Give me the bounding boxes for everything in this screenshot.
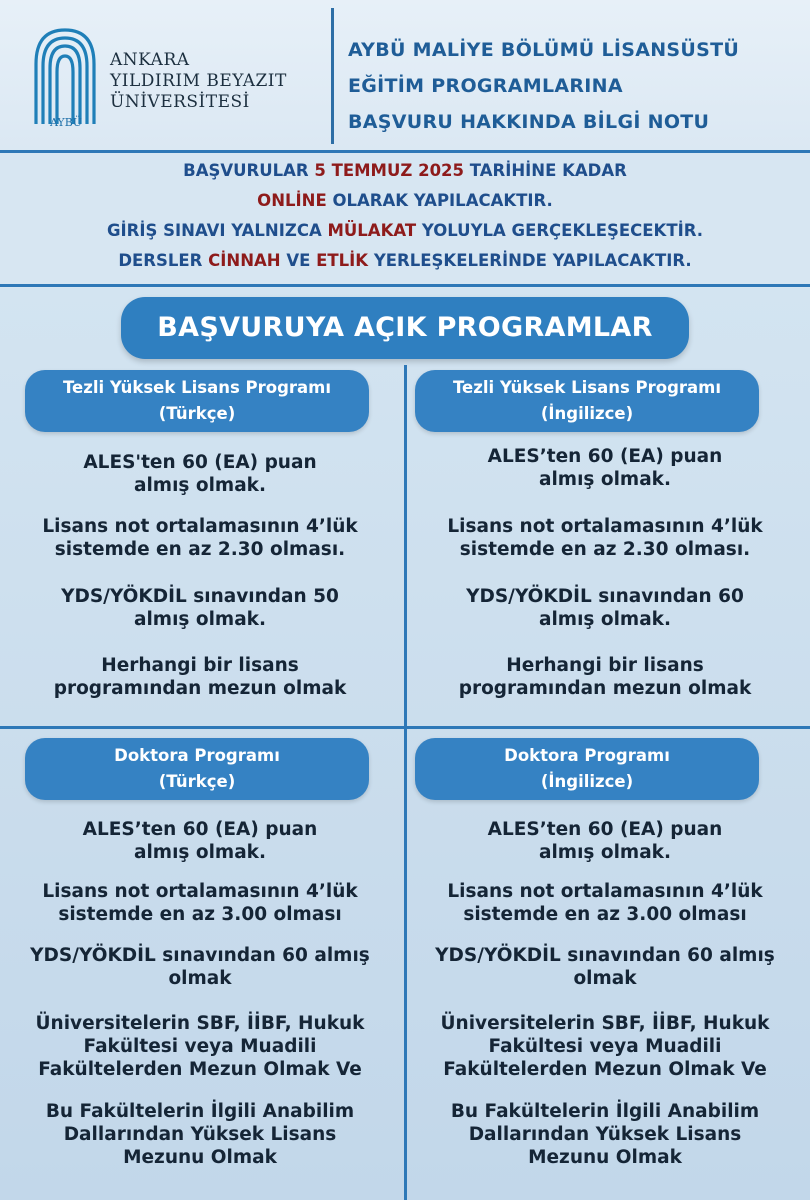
requirement-masters: Bu Fakültelerin İlgili Anabilim Dallarından Yüksek Lisans Mezunu Olmak [450, 1101, 760, 1168]
requirement-language: YDS/YÖKDİL sınavından 60 almış olmak [30, 945, 370, 989]
requirement-masters: Bu Fakültelerin İlgili Anabilim Dallarından Yüksek Lisans Mezunu Olmak [45, 1101, 355, 1168]
section-title: BAŞVURUYA AÇIK PROGRAMLAR [121, 297, 689, 359]
requirement-faculty: Üniversitelerin SBF, İİBF, Hukuk Fakültesi veya Muadili Fakültelerden Mezun Olmak Ve [440, 1013, 770, 1080]
requirement-language: YDS/YÖKDİL sınavından 60 almış olmak [435, 945, 775, 989]
logo-caption: AYBÜ [49, 116, 83, 129]
requirement-ales: ALES’ten 60 (EA) puan almış olmak. [487, 819, 723, 863]
deadline-date: 5 TEMMUZ 2025 [314, 161, 465, 180]
requirement-language: YDS/YÖKDİL sınavından 50 almış olmak. [61, 586, 339, 630]
notice-line-deadline: BAŞVURULAR 5 TEMMUZ 2025 TARİHİNE KADAR [183, 161, 627, 180]
notice-line-campus: DERSLER CİNNAH VE ETLİK YERLEŞKELERİNDE YAPILACAKTIR. [118, 251, 692, 270]
page-title: AYBÜ MALİYE BÖLÜMÜ LİSANSÜSTÜ EĞİTİM PROGRAMLARINA BAŞVURU HAKKINDA BİLGİ NOTU [348, 39, 740, 133]
divider-line [0, 150, 810, 153]
requirement-degree: Herhangi bir lisans programından mezun olmak [53, 655, 347, 699]
row-divider [0, 726, 810, 729]
notice-line-online: ONLİNE OLARAK YAPILACAKTIR. [257, 191, 553, 210]
program-card-ms-english: Tezli Yüksek Lisans Programı (İngilizce) [415, 370, 759, 432]
requirement-ales: ALES’ten 60 (EA) puan almış olmak. [82, 819, 318, 863]
application-notice [0, 156, 810, 276]
header [0, 0, 810, 150]
program-card-phd-english: Doktora Programı (İngilizce) [415, 738, 759, 800]
notice-line-exam: GİRİŞ SINAVI YALNIZCA MÜLAKAT YOLUYLA GERÇEKLEŞECEKTİR. [106, 221, 704, 240]
program-card-ms-turkish: Tezli Yüksek Lisans Programı (Türkçe) [25, 370, 369, 432]
requirement-gpa: Lisans not ortalamasının 4’lük sistemde en az 2.30 olması. [447, 516, 763, 560]
requirement-degree: Herhangi bir lisans programından mezun olmak [458, 655, 752, 699]
divider-line [0, 284, 810, 287]
requirement-gpa: Lisans not ortalamasının 4’lük sistemde en az 2.30 olması. [42, 516, 358, 560]
requirement-ales: ALES'ten 60 (EA) puan almış olmak. [83, 452, 317, 496]
university-name: ANKARA YILDIRIM BEYAZIT ÜNİVERSİTESİ [110, 50, 287, 112]
header-divider [331, 8, 334, 144]
requirement-ales: ALES’ten 60 (EA) puan almış olmak. [487, 446, 723, 490]
requirement-gpa: Lisans not ortalamasının 4’lük sistemde en az 3.00 olması [42, 881, 358, 925]
requirement-language: YDS/YÖKDİL sınavından 60 almış olmak. [466, 586, 744, 630]
university-logo [28, 20, 318, 135]
requirement-gpa: Lisans not ortalamasının 4’lük sistemde en az 3.00 olması [447, 881, 763, 925]
requirement-faculty: Üniversitelerin SBF, İİBF, Hukuk Fakültesi veya Muadili Fakültelerden Mezun Olmak Ve [35, 1013, 365, 1080]
program-card-phd-turkish: Doktora Programı (Türkçe) [25, 738, 369, 800]
